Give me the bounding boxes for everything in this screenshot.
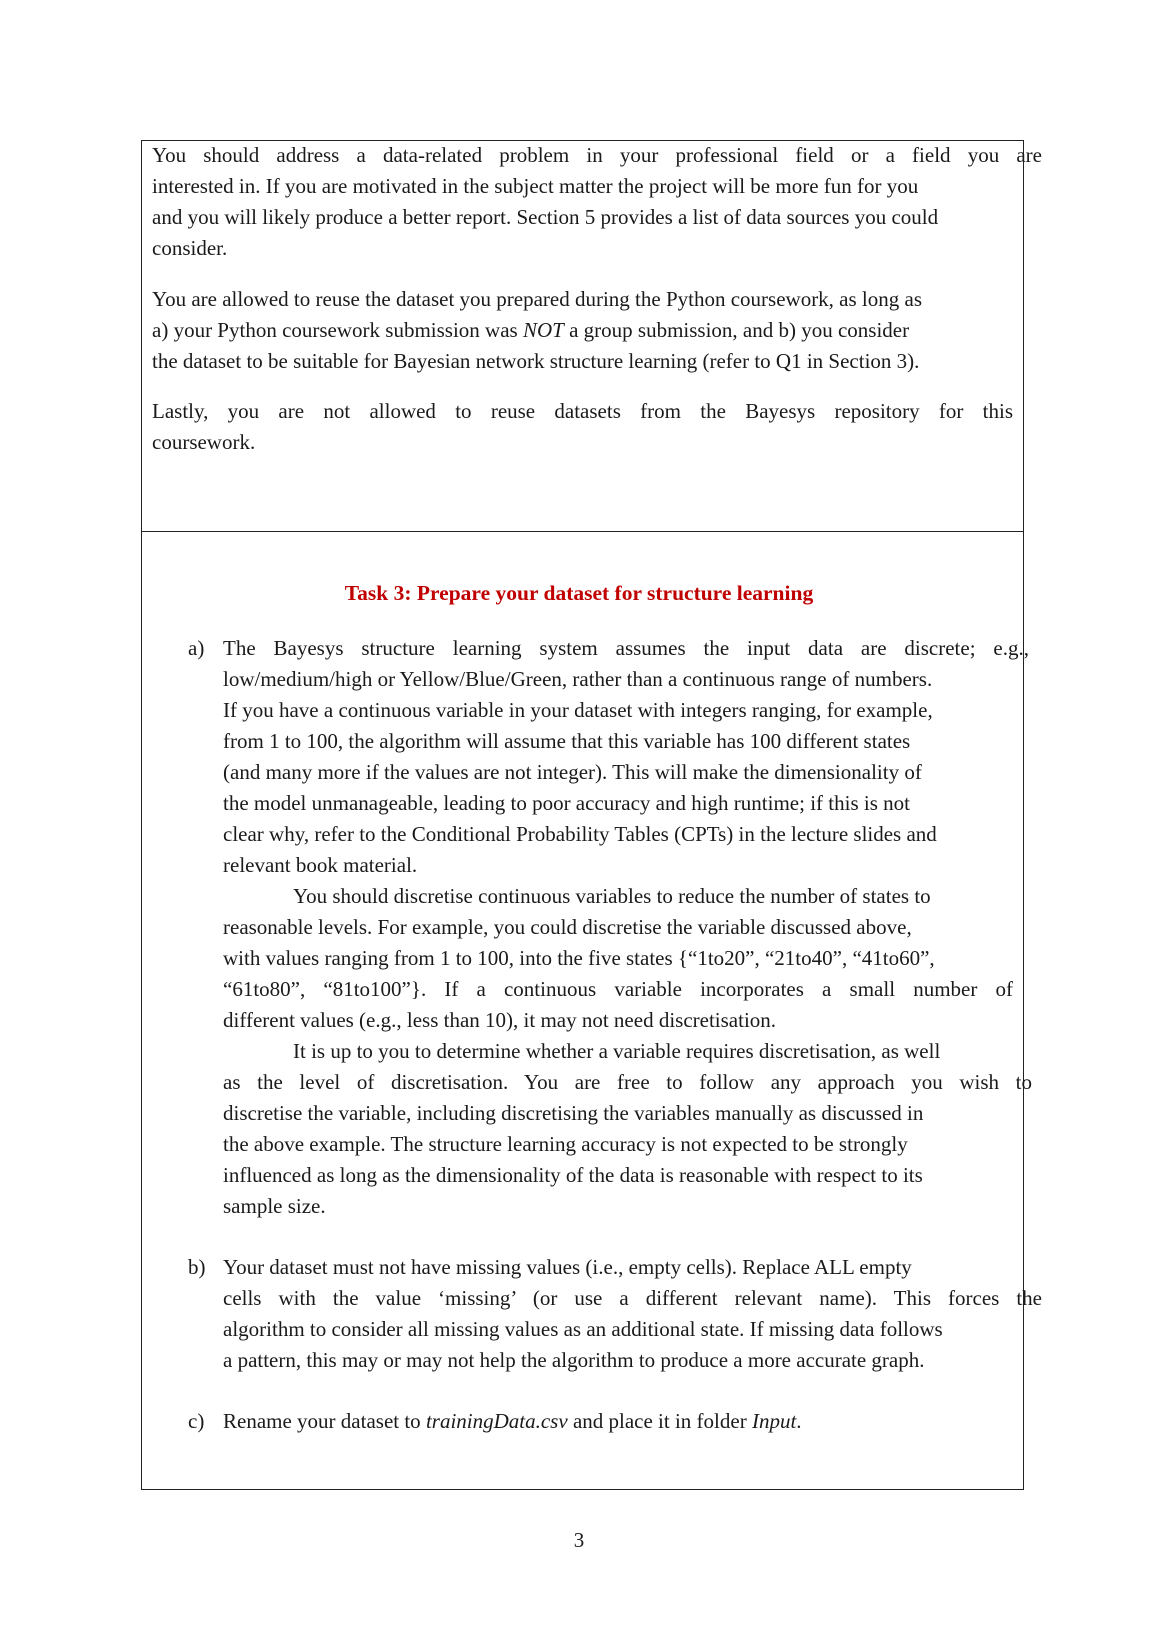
text-line: coursework. — [152, 430, 256, 454]
text-line: with values ranging from 1 to 100, into the five states {“1to20”, “21to40”, “41to60”, — [223, 946, 935, 970]
page-number: 3 — [573, 1528, 585, 1552]
text-line: reasonable levels. For example, you could discretise the variable discussed above, — [223, 915, 912, 939]
text-line: the above example. The structure learning accuracy is not expected to be strongly — [223, 1132, 908, 1156]
text-line: The Bayesys structure learning system assumes the input data are discrete; e.g., — [223, 636, 1029, 660]
text-line: Your dataset must not have missing values (i.e., empty cells). Replace ALL empty — [223, 1255, 912, 1279]
text-line: cells with the value ‘missing’ (or use a different relevant name). This forces the — [223, 1286, 1042, 1310]
item-b-label: b) — [188, 1255, 206, 1279]
text-line: sample size. — [223, 1194, 326, 1218]
text-line: the dataset to be suitable for Bayesian network structure learning (refer to Q1 in Section 3). — [152, 349, 920, 373]
text-line: different values (e.g., less than 10), it may not need discretisation. — [223, 1008, 777, 1032]
text-line: relevant book material. — [223, 853, 418, 877]
text-line: Lastly, you are not allowed to reuse datasets from the Bayesys repository for this — [152, 399, 1013, 423]
text-line: If you have a continuous variable in your dataset with integers ranging, for example, — [223, 698, 933, 722]
item-a-label: a) — [188, 636, 205, 660]
text-line: low/medium/high or Yellow/Blue/Green, rather than a continuous range of numbers. — [223, 667, 933, 691]
text-line: consider. — [152, 236, 228, 260]
text-line: You are allowed to reuse the dataset you prepared during the Python coursework, as long as — [152, 287, 923, 311]
text-line: “61to80”, “81to100”}. If a continuous variable incorporates a small number of — [223, 977, 1013, 1001]
item-c-text: Rename your dataset to trainingData.csv and place it in folder Input. — [223, 1409, 802, 1433]
text-line: You should discretise continuous variables to reduce the number of states to — [293, 884, 931, 908]
text-line: clear why, refer to the Conditional Probability Tables (CPTs) in the lecture slides and — [223, 822, 937, 846]
text-line: It is up to you to determine whether a variable requires discretisation, as well — [293, 1039, 941, 1063]
text-line: from 1 to 100, the algorithm will assume that this variable has 100 different states — [223, 729, 911, 753]
text-line: and you will likely produce a better report. Section 5 provides a list of data sources you could — [152, 205, 939, 229]
text-line: influenced as long as the dimensionality of the data is reasonable with respect to its — [223, 1163, 923, 1187]
item-c-label: c) — [188, 1409, 205, 1433]
task3-heading: Task 3: Prepare your dataset for structure learning — [344, 581, 814, 605]
text-line: a) your Python coursework submission was NOT a group submission, and b) you consider — [152, 318, 910, 342]
text-line: a pattern, this may or may not help the algorithm to produce a more accurate graph. — [223, 1348, 925, 1372]
text-line: You should address a data-related problem in your professional field or a field you are — [152, 143, 1042, 167]
text-line: discretise the variable, including discretising the variables manually as discussed in — [223, 1101, 924, 1125]
text-line: interested in. If you are motivated in the subject matter the project will be more fun for you — [152, 174, 919, 198]
text-line: (and many more if the values are not integer). This will make the dimensionality of — [223, 760, 922, 784]
text-line: as the level of discretisation. You are free to follow any approach you wish to — [223, 1070, 1032, 1094]
text-line: algorithm to consider all missing values as an additional state. If missing data follows — [223, 1317, 943, 1341]
text-line: the model unmanageable, leading to poor accuracy and high runtime; if this is not — [223, 791, 910, 815]
